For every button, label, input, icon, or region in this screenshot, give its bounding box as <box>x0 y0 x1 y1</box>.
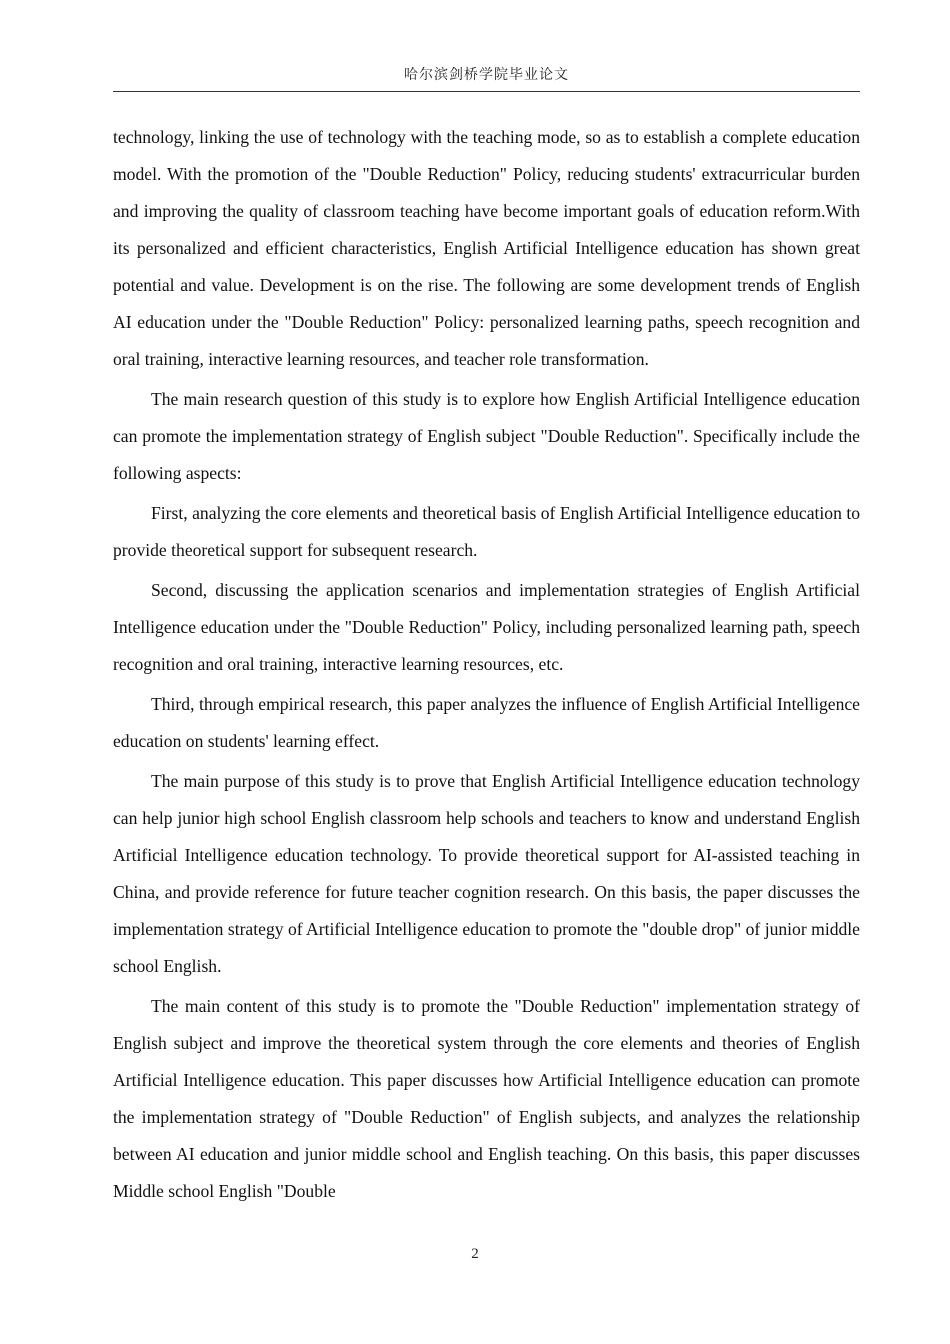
paragraph-aspect-first: First, analyzing the core elements and theoretical basis of English Artificial Intelligence education to provide theoretical support for subsequent research. <box>113 503 860 560</box>
paragraph-aspect-second: Second, discussing the application scenarios and implementation strategies of English Artificial Intelligence education under the "Double Reduction" Policy, including personalized learning path, speech recognition and oral training, interactive learning resources, etc. <box>113 580 860 674</box>
paragraph-research-content: The main content of this study is to promote the "Double Reduction" implementation strategy of English subject and improve the theoretical system through the core elements and theories of English Artificial Intelligence education. This paper discusses how Artificial Intelligence education can promote the implementation strategy of "Double Reduction" of English subjects, and analyzes the relationship between AI education and junior middle school and English teaching. On this basis, this paper discusses Middle school English "Double <box>113 996 860 1201</box>
paragraph-research-purpose: The main purpose of this study is to prove that English Artificial Intelligence education technology can help junior high school English classroom help schools and teachers to know and understand English Artificial Intelligence education technology. To provide theoretical support for AI-assisted teaching in China, and provide reference for future teacher cognition research. On this basis, the paper discusses the implementation strategy of Artificial Intelligence education to promote the "double drop" of junior middle school English. <box>113 771 860 976</box>
page-number: 2 <box>471 1246 479 1262</box>
paragraph-research-question: The main research question of this study is to explore how English Artificial Intelligence education can promote the implementation strategy of English subject "Double Reduction". Specifically include the following aspects: <box>113 389 860 483</box>
page-header: 哈尔滨剑桥学院毕业论文 <box>404 67 569 83</box>
paragraph-aspect-third: Third, through empirical research, this paper analyzes the influence of English Artificial Intelligence education on students' learning effect. <box>113 694 860 751</box>
header-divider <box>113 91 860 92</box>
body-text <box>113 119 860 1213</box>
paragraph-continuation: technology, linking the use of technology with the teaching mode, so as to establish a complete education model. With the promotion of the "Double Reduction" Policy, reducing students' extracurricular burden and improving the quality of classroom teaching have become important goals of education reform.With its personalized and efficient characteristics, English Artificial Intelligence education has shown great potential and value. Development is on the rise. The following are some development trends of English AI education under the "Double Reduction" Policy: personalized learning paths, speech recognition and oral training, interactive learning resources, and teacher role transformation. <box>113 127 860 369</box>
